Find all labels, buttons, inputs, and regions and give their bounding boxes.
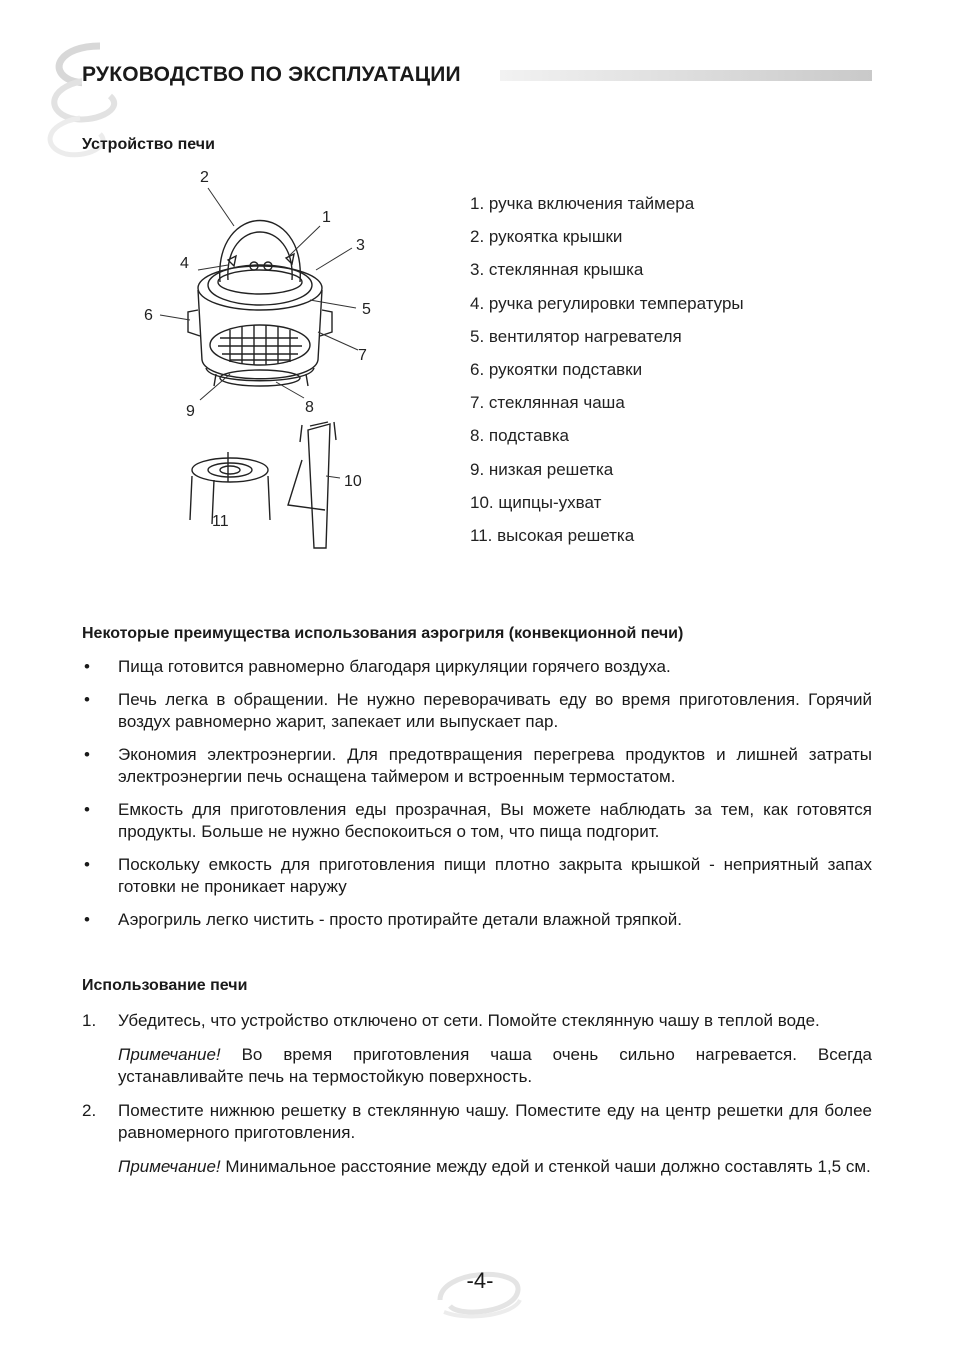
step-number: 2.: [82, 1101, 97, 1120]
parts-list-item: 8. подставка: [470, 426, 569, 446]
page-number: -4-: [466, 1268, 494, 1293]
step-note: Примечание! Минимальное расстояние между едой и стенкой чаши должно составлять 1,5 см.: [118, 1157, 871, 1176]
appliance-diagram: [130, 160, 440, 560]
parts-list-item: 6. рукоятки подставки: [470, 359, 643, 379]
device-section-title: Устройство печи: [82, 136, 215, 153]
callout-6: 6: [144, 307, 153, 324]
advantages-section-title: Некоторые преимущества использования аэрогриля (конвекционной печи): [82, 625, 684, 642]
bullet-icon: •: [84, 690, 90, 709]
usage-step: [82, 1100, 872, 1178]
callout-3: 3: [356, 237, 365, 254]
advantage-item: • Поскольку емкость для приготовления пищи плотно закрыта крышкой - неприятный запах готовки не проникает наружу: [84, 855, 872, 896]
callout-2: 2: [200, 169, 209, 186]
bullet-icon: •: [84, 855, 90, 874]
parts-list-item: 9. низкая решетка: [470, 459, 614, 479]
usage-step: [82, 1010, 872, 1088]
advantage-item: • Емкость для приготовления еды прозрачная, Вы можете наблюдать за тем, как готовятся продукты. Больше не нужно беспокоиться о том, что пища подгорит.: [84, 800, 872, 841]
bullet-icon: •: [84, 745, 90, 764]
oven-drawing: [188, 221, 336, 549]
parts-list-item: 2. рукоятка крышки: [470, 227, 623, 247]
step-note: Примечание! Во время приготовления чаша очень сильно нагревается. Всегда устанавливайте печь на термостойкую поверхность.: [118, 1045, 872, 1086]
usage-section-title: Использование печи: [82, 977, 248, 994]
usage-steps: [82, 1010, 872, 1190]
callout-5: 5: [362, 301, 371, 318]
advantage-item: • Пища готовится равномерно благодаря циркуляции горячего воздуха.: [84, 657, 671, 676]
parts-list-item: 11. высокая решетка: [470, 525, 635, 545]
bullet-icon: •: [84, 910, 90, 929]
parts-list-item: 10. щипцы-ухват: [470, 492, 602, 512]
step-number: 1.: [82, 1011, 97, 1030]
advantages-list: [82, 656, 872, 942]
note-label: Примечание!: [118, 1045, 221, 1064]
advantage-item: • Печь легка в обращении. Не нужно переворачивать еду во время приготовления. Горячий воздух равномерно жарит, запекает или выпускает пар.: [84, 690, 872, 731]
callout-11: 11: [212, 513, 229, 530]
note-label: Примечание!: [118, 1157, 221, 1176]
page-header-title: РУКОВОДСТВО ПО ЭКСПЛУАТАЦИИ: [82, 60, 467, 90]
callout-7: 7: [358, 347, 367, 364]
step-text: Убедитесь, что устройство отключено от сети. Помойте стеклянную чашу в теплой воде.: [118, 1011, 820, 1030]
parts-list-item: 5. вентилятор нагревателя: [470, 326, 682, 346]
advantage-item: • Экономия электроэнергии. Для предотвращения перегрева продуктов и лишней затраты электроэнергии печь оснащена таймером и встроенным термостатом.: [84, 745, 872, 786]
bullet-icon: •: [84, 657, 90, 676]
callout-8: 8: [305, 399, 314, 416]
parts-list: [470, 192, 744, 557]
parts-list-item: 4. ручка регулировки температуры: [470, 293, 744, 313]
callout-4: 4: [180, 255, 189, 272]
callout-9: 9: [186, 403, 195, 420]
parts-list-item: 1. ручка включения таймера: [470, 194, 695, 213]
callout-10: 10: [344, 473, 362, 490]
bullet-icon: •: [84, 800, 90, 819]
parts-list-item: 7. стеклянная чаша: [470, 393, 625, 413]
advantage-item: • Аэрогриль легко чистить - просто протирайте детали влажной тряпкой.: [84, 910, 683, 929]
callout-1: 1: [322, 209, 331, 226]
step-text: Поместите нижнюю решетку в стеклянную чашу. Поместите еду на центр решетки для более равномерного приготовления.: [118, 1101, 872, 1142]
header-gradient-bar: [500, 70, 872, 81]
parts-list-item: 3. стеклянная крышка: [470, 260, 644, 280]
